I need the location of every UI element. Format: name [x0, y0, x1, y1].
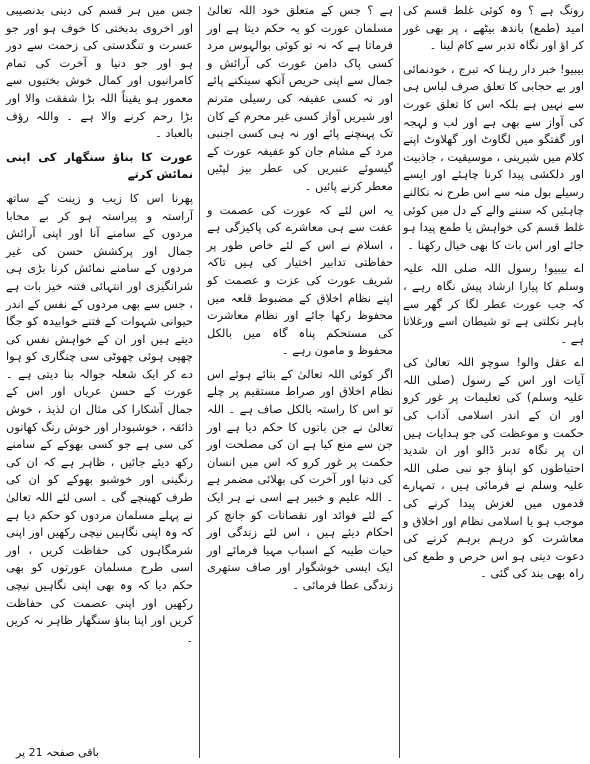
paragraph: اے عقل والو! سوچو اللہ تعالیٰ کی آیات اور اس کے رسول (صلی اللہ علیہ وسلم) کی تعلیمات پر غور کرو اور ان کے اندر اسلامی آداب کی حکمت و موعظت کی جو ہدایات ہیں ان پر نگاہ تدبر ڈالو اور ان شدید احتیاطوں کو اپناؤ جو نبی صلی اللہ علیہ وسلم نے فرمائی ہیں ، تمہارے قدموں میں لغزش پیدا کرنے کی موجب ہو یا اسلامی نظام اور اخلاق و معاشرت کو درہم برہم کرنے کی دعوت دیتی ہو اس حرص و طمع کی راہ بھی بند کی گئی ۔ — [403, 355, 584, 581]
paragraph: پھرنا اس کا زیب و زینت کے ساتھ آراستہ و پیراستہ ہو کر بے محابا مردوں کے سامنے آنا اور اپنی آرائش جمال اور پرکشش حسن کی غیر مردوں کے سامنے نمائش کرنا بڑی ہی شرانگیزی اور انتہائی فتنہ خیز بات ہے ، جس سے بھی مردوں کے نفس کے اندر حیوانی شہوات کے فتنے خوابیدہ کو جگا دیتے ہیں اور ان کے خواہش نفس کی چھپی ہوئی چھوٹی سی چنگاری کو ہوا دے کر ایک شعلہ جوالہ بنا دیتی ہے ۔ عورت کے حسن عریاں اور اس کے جمال آشکارا کی مثال ان لذیذ ، خوش ذائقہ ، خوشبودار اور خوش رنگ کھانوں کی سی ہے جو کسی بھوکے کے سامنے رکھ دیئے جائیں ، ظاہر ہے کہ ان کی رنگینی اور خوشبو بھوکے کو ان کی طرف کھینچے گی ۔ اسی لئے اللہ تعالیٰ نے پہلے مسلمان مردوں کو حکم دیا ہے کہ وہ اپنی نگاہیں نیچی رکھیں اور اپنی شرمگاہوں کی حفاظت کریں ، اور اسی طرح مسلمان عورتوں کو بھی حکم دیا کہ وہ بھی اپنی نگاہیں نیچی رکھیں اور اپنی عصمت کی حفاظت کریں اور اپنا بناؤ سنگھار ظاہر نہ کریں ۔ — [6, 190, 193, 645]
column-right — [401, 2, 586, 764]
paragraph: ہے ؟ جس کے متعلق خود اللہ تعالیٰ مسلمان عورت کو یہ حکم دیتا ہے اور فرماتا ہے کہ نہ تو کوئی بوالہوس مرد کسی پاک دامن عورت کی آرائش و جمال سے اپنی حریص آنکھ سینکنے پائے اور نہ کسی عفیفہ کی رسیلی مترنم اور شیریں آواز کسی غیر محرم کے کان تک پہنچنے پائے اور نہ ہی کسی اجنبی مرد کے مشام جان کو عفیفہ عورت کے گیسوئے عنبریں کی عطر بیز لپٹیں معطر کرنے پائیں ۔ — [207, 3, 393, 193]
paragraph: بیبیو! خبر دار رہنا کہ تبرج ، خودنمائی اور بے حجابی کا تعلق صرف لباس ہی سے نہیں ہے بلکہ اس کا تعلق عورت کی آواز سے بھی ہے اور لب و لہجہ اور گفتگو میں لگاوٹ اور گھلاوٹ اپنے کلام میں شیرینی ، موسیقیت ، جاذبیت اور دلکشی پیدا کرنا چاہئے اور ایسے رسیلے بول منہ سے اس طرح نہ نکالنے چاہئیں کہ سننے والے کے دل میں کوئی غلط قسم کی خواہش یا طمع پیدا ہو جائے اور اس بات کا بھی خیال رکھنا ۔ — [403, 61, 584, 252]
section-heading: عورت کا بناؤ سنگھار کی اپنی نمائش کرتے — [6, 149, 193, 182]
paragraph: اگر کوئی اللہ تعالیٰ کے بتائے ہوئے اس نظام اخلاق اور صراط مستقیم پر چلے تو اس کا راستہ بالکل صاف ہے ۔ اللہ تعالیٰ نے جن باتوں کا حکم دیا ہے اور جن سے منع کیا ہے ان کی مصلحت اور حکمت پر غور کرو کہ اس میں انسان کی دنیا اور آخرت کی بھلائی مضمر ہے ۔ اللہ علیم و خبیر ہے اسی نے ہر ایک کے لئے فوائد اور نقصانات کو جانچ کر احکام دیئے ہیں ، اس لئے زندگی اور حیات طیبہ کے اسباب مہیا فرمائے اور ایک ایسی خوشگوار اور صاف ستھری زندگی عطا فرمائی ۔ — [207, 366, 393, 592]
paragraph: یہ اس لئے کہ عورت کی عصمت و عفت سے ہی معاشرے کی پاکیزگی ہے ، اسلام نے اس کے لئے خاص طور پر حفاظتی تدابیر اختیار کی ہیں تاکہ شریف عورت کی عزت و عصمت کو اپنے نظام اخلاق کے مضبوط قلعہ میں محفوظ رکھا جائے اور نظام معاشرت کی مستحکم پناہ گاہ میں بالکل محفوظ و مامون رہے ۔ — [207, 202, 393, 358]
column-divider — [199, 6, 200, 758]
paragraph: رونگ ہے ؟ وہ کوئی غلط قسم کی امید (طمع) باندھ بیٹھے ، پر بھی غور کر اؤ اور نگاہ تدبر سے کام لینا ۔ — [403, 3, 584, 53]
paragraph: جس میں ہر قسم کی دینی بدنصیبی اور اخروی بدبختی کا خوف ہو اور جو عسرت و تنگدستی کی زحمت سے دور ہو اور جو دنیا و آخرت کی تمام کامرانیوں اور کمال خوش بختیوں سے معمور ہو یقیناً اللہ بڑا شفقت والا اور بڑا رحم کرنے والا ہے ۔ واللہ رؤف بالعباد ۔ — [6, 3, 193, 141]
column-divider — [399, 6, 400, 758]
continued-footer: باقی صفحہ 21 پر — [16, 746, 99, 760]
column-middle — [205, 2, 395, 764]
column-left — [4, 2, 195, 764]
paragraph: اے بیبیو! رسول اللہ صلی اللہ علیہ وسلم کا پیارا ارشاد پیش نگاہ رہے ، کہ جب عورت عطر لگا کر گھر سے باہر نکلتی ہے تو شیطان اسے ورغلاتا ہے ۔ — [403, 261, 584, 346]
